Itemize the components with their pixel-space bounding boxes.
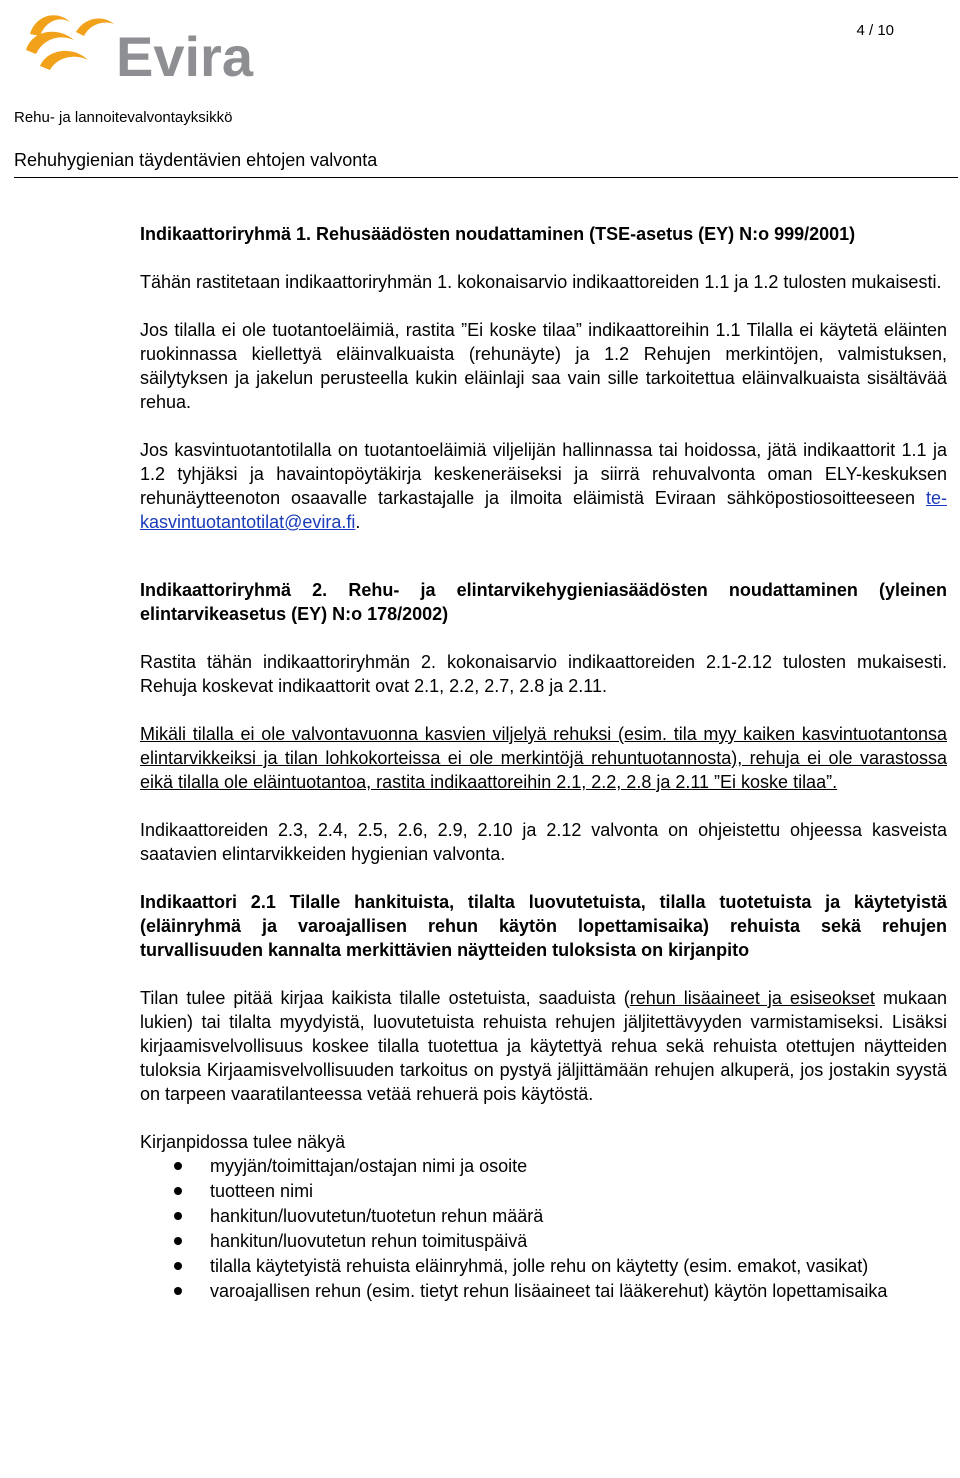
group-2-heading: Indikaattoriryhmä 2. Rehu- ja elintarvikehygieniasäädösten noudattaminen (yleinen elintarvikeasetus (EY) N:o 178/2002) (140, 580, 947, 624)
group-1-paragraph-3-end: . (355, 512, 361, 532)
list-item: varoajallisen rehun (esim. tietyt rehun lisäaineet tai lääkerehut) käytön lopettamisaika (140, 1279, 947, 1303)
logo-wordmark: Evira (116, 25, 253, 86)
group-2-paragraph-2: Mikäli tilalla ei ole valvontavuonna kasvien viljelyä rehuksi (esim. tila myy kaiken kasvintuotantonsa elintarvikkeiksi ja tilan lohkokorteissa ei ole merkintöjä rehuntuotannosta), rehuja ei ole varastossa eikä tilalla ole eläintuotantoa, rastita indikaattoreihin 2.1, 2.2, 2.8 ja 2.11 ”Ei koske tilaa”. (140, 724, 947, 792)
group-2-paragraph-3: Indikaattoreiden 2.3, 2.4, 2.5, 2.6, 2.9, 2.10 ja 2.12 valvonta on ohjeistettu ohjeessa kasveista saatavien elintarvikkeiden hygienian valvonta. (140, 820, 947, 864)
group-1-paragraph-2: Jos tilalla ei ole tuotantoeläimiä, rastita ”Ei koske tilaa” indikaattoreihin 1.1 Tilalla ei käytetä eläinten ruokinnassa kiellettyä eläinvalkuaista (rehunäyte) ja 1.2 Rehujen merkintöjen, valmistuksen, säilytyksen ja jakelun perusteella kukin eläinlaji saa vain sille tarkoitettua eläinvalkuaista sisältävää rehua. (140, 320, 947, 412)
indicator-2-1-heading: Indikaattori 2.1 Tilalle hankituista, tilalta luovutetuista, tilalla tuotetuista ja käytetyistä (eläinryhmä ja varoajallisen rehun käytön lopettamisaika) rehuista sekä rehujen turvallisuuden kannalta merkittävien näytteiden tuloksista on kirjanpito (140, 892, 947, 960)
group-1-heading: Indikaattoriryhmä 1. Rehusäädösten noudattaminen (TSE-asetus (EY) N:o 999/2001) (140, 224, 856, 244)
list-item: tilalla käytetyistä rehuista eläinryhmä, jolle rehu on käytetty (esim. emakot, vasikat) (140, 1254, 947, 1278)
indicator-2-1-underlined: rehun lisäaineet ja esiseokset (629, 988, 875, 1008)
list-intro: Kirjanpidossa tulee näkyä (140, 1132, 346, 1152)
indicator-2-1-text-b: mukaan lukien) tai tilalta myydyistä, luovutetuista rehuista rehujen jäljitettävyyden varmistamiseksi. Lisäksi kirjaamisvelvollisuus koskee tilalla tuotettua ja käytettyä rehua sekä rehuista otettujen näytteiden tuloksia Kirjaamisvelvollisuuden tarkoitus on pystyä jäljittämään rehujen alkuperä, jos jostakin syystä on tarpeen vaaratilanteessa vetää rehuerä pois käytöstä. (140, 988, 947, 1104)
document-title: Rehuhygienian täydentävien ehtojen valvonta (14, 150, 378, 170)
indicator-2-1-paragraph (140, 986, 947, 1106)
list-item: hankitun/luovutetun/tuotetun rehun määrä (140, 1204, 947, 1228)
group-1-paragraph-3 (140, 438, 947, 534)
bullet-icon (174, 1237, 182, 1245)
bullet-icon (174, 1212, 182, 1220)
unit-name: Rehu- ja lannoitevalvontayksikkö (14, 109, 233, 126)
indicator-2-1-text-a: Tilan tulee pitää kirjaa kaikista tilalle ostetuista, saaduista ( (140, 988, 630, 1008)
list-item: myyjän/toimittajan/ostajan nimi ja osoite (140, 1154, 947, 1178)
page-number: 4 / 10 (856, 22, 894, 39)
page-header (0, 0, 960, 200)
bullet-icon (174, 1187, 182, 1195)
group-1-paragraph-1: Tähän rastitetaan indikaattoriryhmän 1. kokonaisarvio indikaattoreiden 1.1 ja 1.2 tulosten mukaisesti. (140, 272, 942, 292)
email-link[interactable]: te-kasvintuotantotilat@evira.fi (140, 488, 947, 532)
bullet-icon (174, 1287, 182, 1295)
list-item: hankitun/luovutetun rehun toimituspäivä (140, 1229, 947, 1253)
evira-logo (18, 6, 278, 86)
group-2-paragraph-1: Rastita tähän indikaattoriryhmän 2. kokonaisarvio indikaattoreiden 2.1-2.12 tulosten mukaisesti. Rehuja koskevat indikaattorit ovat 2.1, 2.2, 2.7, 2.8 ja 2.11. (140, 652, 947, 696)
bookkeeping-list (140, 1154, 947, 1303)
bullet-icon (174, 1262, 182, 1270)
list-item: tuotteen nimi (140, 1179, 947, 1203)
header-divider (14, 177, 958, 178)
document-body (140, 222, 947, 1304)
bullet-icon (174, 1162, 182, 1170)
group-1-paragraph-3-text: Jos kasvintuotantotilalla on tuotantoeläimiä viljelijän hallinnassa tai hoidossa, jätä indikaattorit 1.1 ja 1.2 tyhjäksi ja havaintopöytäkirja keskeneräiseksi ja siirrä rehuvalvonta oman ELY-keskuksen rehunäytteenoton osaavalle tarkastajalle ja ilmoita eläimistä Eviraan sähköpostiosoitteeseen (140, 440, 947, 508)
